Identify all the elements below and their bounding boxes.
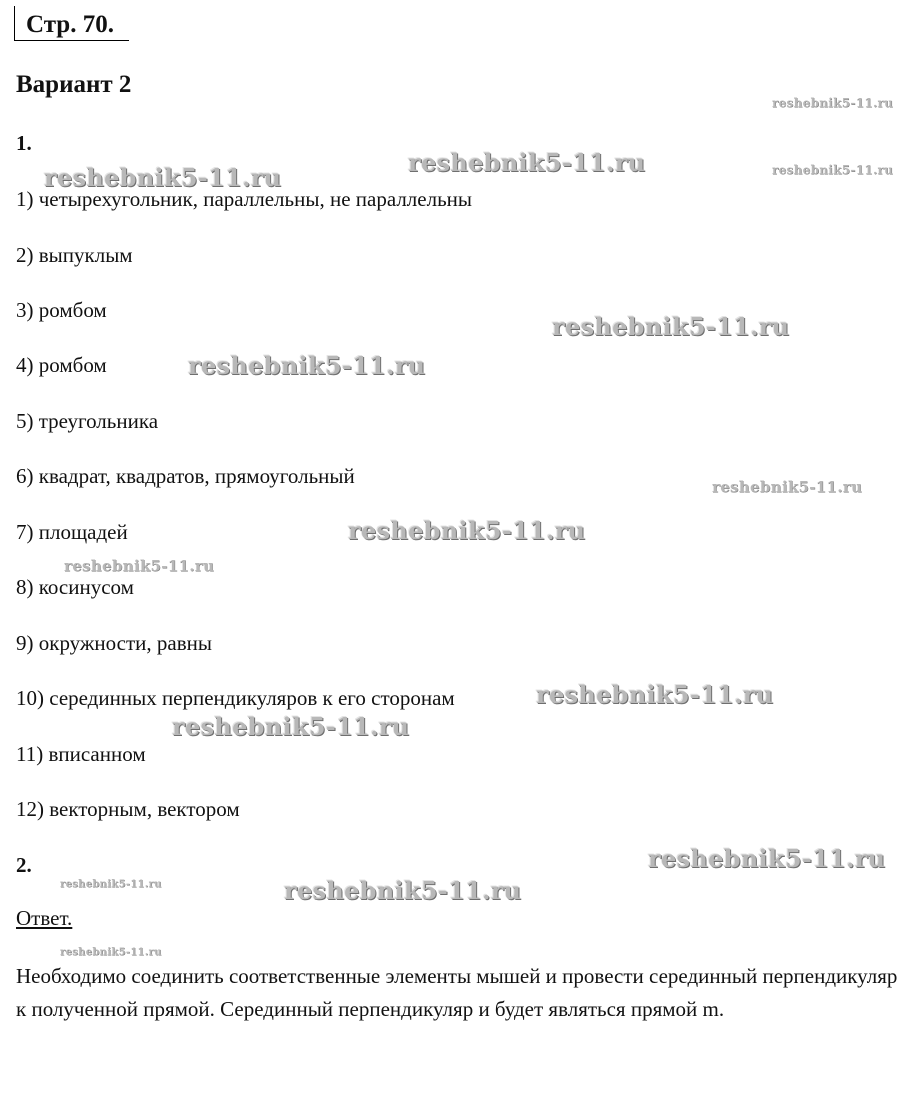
watermark: reshebnik5-11.ru [408, 148, 646, 177]
watermark: reshebnik5-11.ru [44, 163, 282, 192]
watermark: reshebnik5-11.ru [648, 844, 886, 873]
watermark: reshebnik5-11.ru [552, 312, 790, 341]
task-1-item-5: 5) треугольника [16, 409, 159, 433]
task-1-item-4: 4) ромбом [16, 353, 107, 377]
task-1-item-3: 3) ромбом [16, 298, 107, 322]
page-number: Стр. 70. [26, 11, 114, 38]
watermark: reshebnik5-11.ru [772, 163, 894, 177]
task-1-item-6: 6) квадрат, квадратов, прямоугольный [16, 464, 355, 488]
watermark: reshebnik5-11.ru [348, 516, 586, 545]
watermark: reshebnik5-11.ru [188, 351, 426, 380]
watermark: reshebnik5-11.ru [60, 879, 162, 890]
answer-text: Необходимо соединить соответственные элементы мышей и провести серединный перпендикуляр к полученной прямой. Серединный перпендикуляр и будет являться прямой m. [16, 964, 898, 1021]
watermark: reshebnik5-11.ru [536, 680, 774, 709]
task-1-item-12: 12) векторным, вектором [16, 797, 240, 821]
watermark: reshebnik5-11.ru [64, 557, 215, 575]
task-1-item-2: 2) выпуклым [16, 243, 133, 267]
watermark: reshebnik5-11.ru [712, 478, 863, 496]
answer-label: Ответ. [16, 906, 73, 930]
task-1-item-1: 1) четырехугольник, параллельны, не параллельны [16, 187, 473, 211]
task-1-item-7: 7) площадей [16, 520, 128, 544]
task-1-number: 1. [16, 131, 32, 155]
task-1-item-11: 11) вписанном [16, 742, 146, 766]
task-1-item-9: 9) окружности, равны [16, 631, 212, 655]
watermark: reshebnik5-11.ru [60, 947, 162, 958]
task-1-item-10: 10) серединных перпендикуляров к его сторонам [16, 686, 455, 710]
watermark: reshebnik5-11.ru [284, 876, 522, 905]
variant-title: Вариант 2 [16, 71, 132, 98]
task-1-item-8: 8) косинусом [16, 575, 134, 599]
watermark: reshebnik5-11.ru [772, 96, 894, 110]
watermark: reshebnik5-11.ru [172, 712, 410, 741]
task-2-number: 2. [16, 853, 32, 877]
